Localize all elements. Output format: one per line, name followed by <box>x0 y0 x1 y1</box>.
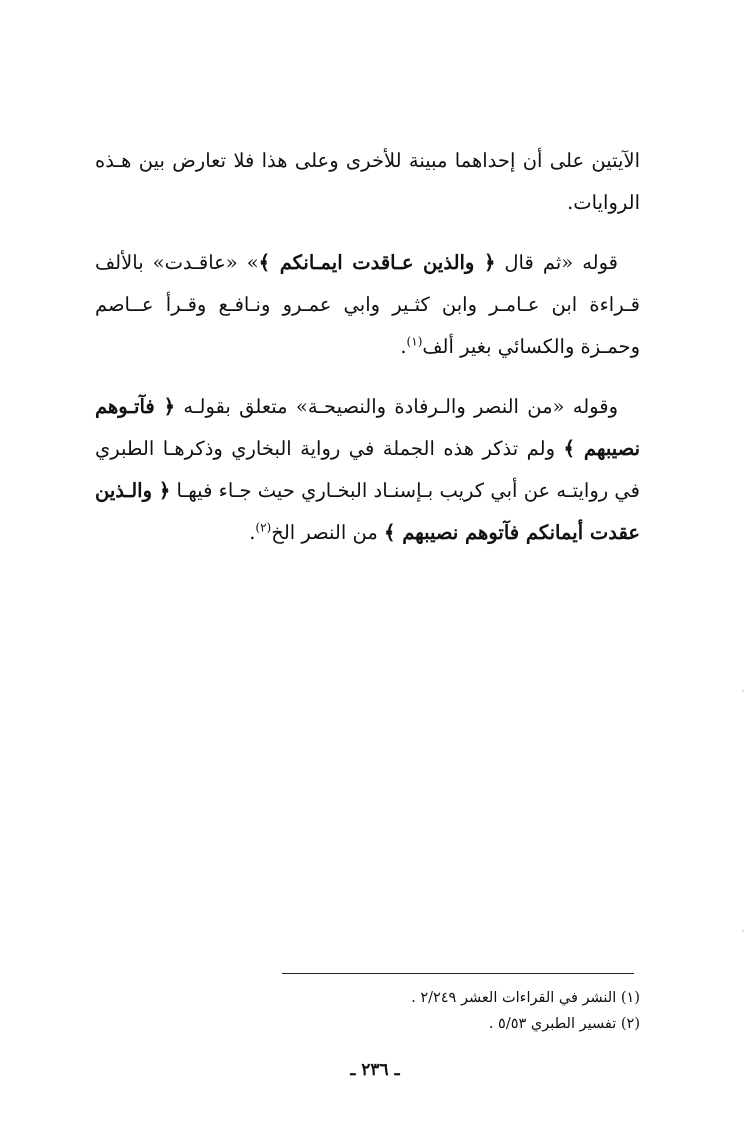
text-segment: . <box>249 521 256 544</box>
text-segment: قوله «ثم قال <box>495 251 618 274</box>
footnote-divider <box>282 973 634 974</box>
quranic-quote: ﴿ والـذين عقدت أيمانكم فآتوهم نصيبهم ﴾ <box>95 479 640 544</box>
text-segment: . <box>400 335 407 358</box>
footnotes <box>300 985 640 1037</box>
paragraph-1 <box>95 140 640 224</box>
footnote-2: (٢) تفسير الطبري ٥/٥٣ . <box>488 1016 640 1032</box>
text-segment: وقوله «من النصر والـرفادة والنصيحـة» متعلق بقولـه <box>175 395 618 418</box>
main-text <box>95 140 640 554</box>
text-segment: ولم تذكر هذه الجملة في رواية البخاري وذكرهـا الطبري في روايتـه عن أبي كريب بـإسنـاد البخـاري حيث جـاء فيهـا <box>95 437 640 502</box>
text-segment: من النصر الخ <box>271 521 384 544</box>
footnote-1: (١) النشر في القراءات العشر ٢/٢٤٩ . <box>411 990 640 1006</box>
paragraph-2 <box>95 242 640 368</box>
paragraph-3 <box>95 386 640 554</box>
page-number: ـ ٢٣٦ ـ <box>350 1060 400 1080</box>
scan-speck <box>742 930 744 932</box>
footnote-ref-1[interactable]: (١) <box>406 334 423 349</box>
quranic-quote: ﴿ والذين عـاقدت ايمـانكم ﴾ <box>258 251 496 274</box>
text-segment: الآيتين على أن إحداهما مبينة للأخرى وعلى هذا فلا تعارض بين هـذه الروايات. <box>95 149 640 214</box>
scan-speck <box>742 690 744 692</box>
footnote-ref-2[interactable]: (٢) <box>255 520 272 535</box>
text-segment: » «عاقـدت» بالألف قـراءة ابن عـامـر وابن كثـير وابي عمـرو ونـافـع وقـرأ عــاصم وحمـزة والكسائي بغير ألف <box>95 251 640 358</box>
quranic-quote: ﴿ فآتـوهم نصيبهم ﴾ <box>95 395 640 460</box>
